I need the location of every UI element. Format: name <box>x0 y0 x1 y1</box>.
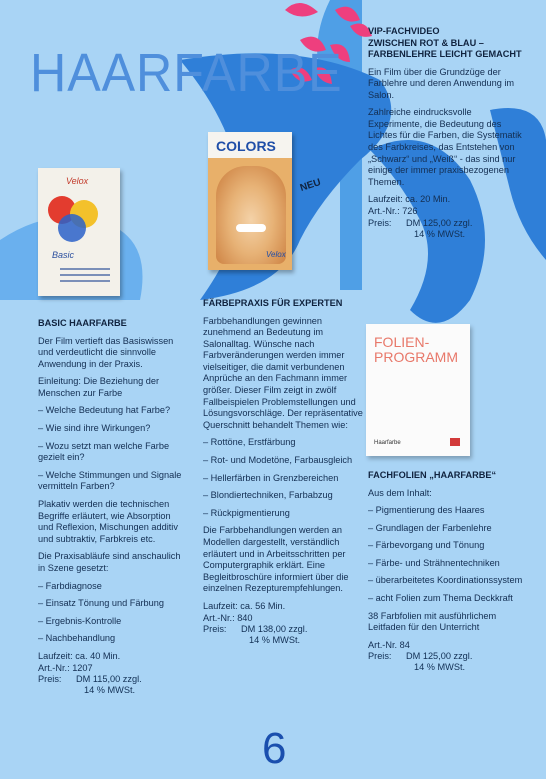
vat-note: 14 % MWSt. <box>249 635 301 646</box>
folien-card-footer: Haarfarbe <box>374 440 401 446</box>
box-colors-title: COLORS <box>216 138 276 154</box>
list-item: – Farbdiagnose <box>38 581 186 593</box>
section-heading: BASIC HAARFARBE <box>38 318 127 328</box>
list-item: – Welche Bedeutung hat Farbe? <box>38 405 186 417</box>
article-number: Art.-Nr.: 840 <box>203 612 253 623</box>
list-item: – Pigmentierung des Haares <box>368 505 528 517</box>
page-title: HAARFARBE <box>30 43 343 103</box>
list-item: – Färbe- und Strähnentechniken <box>368 558 528 570</box>
lead-text: Einleitung: Die Beziehung der Menschen zur Farbe <box>38 376 160 398</box>
price-value: DM 125,00 zzgl. <box>406 217 473 228</box>
section-heading-1: VIP-FACHVIDEO <box>368 26 440 36</box>
color-circles <box>48 196 108 244</box>
topic-list <box>38 405 186 493</box>
intro-text: Ein Film über die Grundzüge der Farblehre und deren Anwendung im Salon. <box>368 66 515 100</box>
section-heading: FACHFOLIEN „HAARFARBE“ <box>368 470 497 480</box>
topic-list <box>203 437 363 519</box>
folien-card-title-2: PROGRAMM <box>374 349 458 365</box>
new-badge: NEU <box>298 177 323 194</box>
list-item: – Färbevorgang und Tönung <box>368 540 528 552</box>
list-item: – Grundlagen der Farbenlehre <box>368 523 528 535</box>
paragraph: Die Farbbehandlungen werden an Modellen dargestellt, verständlich erläutert und in Arbeitsschritten per Computergraphik erklärt. Eine Begleitbroschüre informiert über die einzelnen Rezepturempfehlungen. <box>203 525 349 594</box>
price-label: Preis: <box>368 217 392 228</box>
list-item: – Wozu setzt man welche Farbe gezielt ein? <box>38 441 186 464</box>
list-item: – Nachbehandlung <box>38 633 186 645</box>
price-value: DM 125,00 zzgl. <box>406 651 473 662</box>
list-item: – Rot- und Modetöne, Farbausgleich <box>203 455 363 467</box>
list-item: – Blondiertechniken, Farbabzug <box>203 490 363 502</box>
price-label: Preis: <box>203 624 227 635</box>
list-item: – Ergebnis-Kontrolle <box>38 616 186 628</box>
article-number: Art.-Nr.: 1207 <box>38 662 93 673</box>
price-block <box>38 674 186 696</box>
runtime: Laufzeit: ca. 20 Min. <box>368 194 451 205</box>
price-value: DM 115,00 zzgl. <box>76 674 142 685</box>
folien-card <box>366 324 470 456</box>
price-block <box>368 218 528 240</box>
list-item: – Welche Stimmungen und Signale vermitteln Farben? <box>38 470 186 493</box>
article-number: Art.-Nr.: 726 <box>368 206 418 217</box>
page-number: 6 <box>262 724 287 773</box>
column-faerbepraxis <box>203 298 363 646</box>
runtime: Laufzeit: ca. 56 Min. <box>203 600 286 611</box>
list-item: – Wie sind ihre Wirkungen? <box>38 423 186 435</box>
section-heading: FÄRBEPRAXIS FÜR EXPERTEN <box>203 298 343 308</box>
list-item: – Rückpigmentierung <box>203 508 363 520</box>
price-value: DM 138,00 zzgl. <box>241 624 308 635</box>
vat-note: 14 % MWSt. <box>414 228 466 239</box>
colors-video-box <box>208 132 292 270</box>
folien-card-title-1: FOLIEN- <box>374 334 430 350</box>
list-item: – Rottöne, Erstfärbung <box>203 437 363 449</box>
list-item: – acht Folien zum Thema Deckkraft <box>368 593 528 605</box>
paragraph: Zahlreiche eindrucksvolle Experimente, die Bedeutung des Lichtes für die Farben, die Systematik des Farbkreises, das Entstehen von „Schwarz“ und „Weiß“ - das sind nur einige der immer praxisbezogenen Themen. <box>368 107 522 187</box>
box-basic-text: Basic <box>52 250 75 260</box>
price-block <box>368 651 528 673</box>
price-block <box>203 624 363 646</box>
section-heading-3: FARBENLEHRE LEICHT GEMACHT <box>368 49 522 59</box>
box-colors-brand: Velox <box>266 250 286 259</box>
intro-text: Der Film vertieft das Basiswissen und verdeutlicht die sinnvolle Anwendung in der Praxis. <box>38 335 174 369</box>
vat-note: 14 % MWSt. <box>84 685 136 696</box>
content-list <box>368 505 528 605</box>
column-basic-haarfarbe <box>38 318 186 696</box>
price-label: Preis: <box>368 651 392 662</box>
list-item: – Hellerfärben in Grenzbereichen <box>203 473 363 485</box>
list-item: – Einsatz Tönung und Färbung <box>38 598 186 610</box>
paragraph: Plakativ werden die technischen Begriffe erläutert, wie Absorption und Reflexion, Mischungen additiv und subtraktiv, Farbkreis etc. <box>38 499 178 544</box>
section-heading-2: ZWISCHEN ROT & BLAU – <box>368 37 484 48</box>
column-fachfolien <box>368 470 528 673</box>
intro-text: Farbbehandlungen gewinnen zunehmend an Bedeutung im Salonalltag. Wünsche nach Farbveränderungen werden immer vielseitiger, die damit verbundenen Anprüche an den Fachmann immer größer. Dieser Film zeigt in zwölf Fallbeispielen Problemstellungen und Lösungsvorschläge. Der repräsentative Querschnitt behandelt Themen wie: <box>203 315 363 430</box>
paragraph: Die Praxisabläufe sind anschaulich in Szene gesetzt: <box>38 551 181 573</box>
list-item: – überarbeitetes Koordinationssystem <box>368 575 528 587</box>
column-vip-fachvideo <box>368 26 528 240</box>
basic-video-box <box>38 168 120 296</box>
paragraph: 38 Farbfolien mit ausführlichem Leitfaden für den Unterricht <box>368 610 497 633</box>
lead-text: Aus dem Inhalt: <box>368 487 432 498</box>
box-brand: Velox <box>66 176 89 186</box>
practice-list <box>38 581 186 645</box>
article-number: Art.-Nr. 84 <box>368 639 410 650</box>
price-label: Preis: <box>38 674 62 685</box>
vat-note: 14 % MWSt. <box>414 662 466 673</box>
runtime: Laufzeit: ca. 40 Min. <box>38 650 121 661</box>
